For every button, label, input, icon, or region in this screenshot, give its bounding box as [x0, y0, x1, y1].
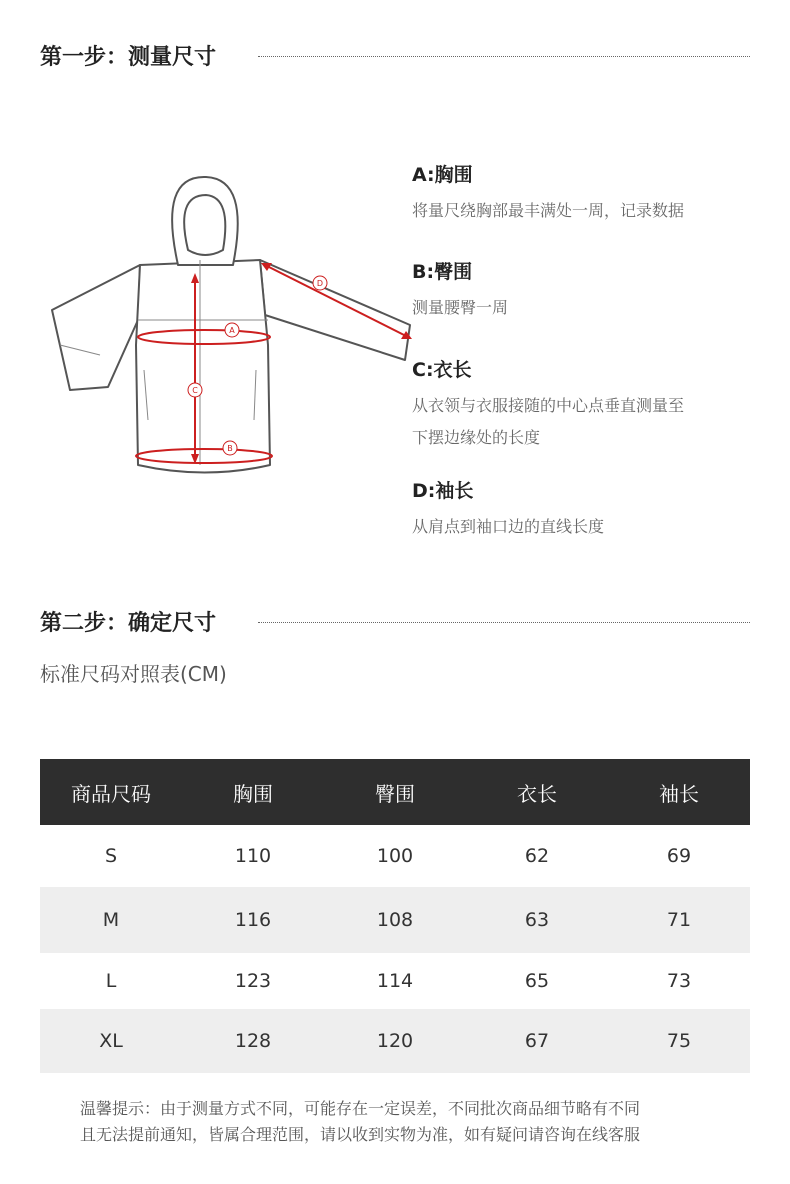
- measure-length-desc-line1: 从衣领与衣服接随的中心点垂直测量至: [412, 396, 685, 415]
- measure-hip-desc: 测量腰臀一周: [412, 298, 509, 317]
- cell-size: XL: [40, 1009, 182, 1073]
- cell-chest: 110: [182, 825, 324, 887]
- measure-length-label: C:衣长: [412, 359, 472, 381]
- measure-chest: [412, 160, 772, 227]
- cell-chest: 123: [182, 953, 324, 1009]
- cell-length: 65: [466, 953, 608, 1009]
- measure-sleeve-desc: 从肩点到袖口边的直线长度: [412, 517, 605, 536]
- table-row: [40, 953, 750, 1009]
- measure-sleeve: [412, 476, 772, 543]
- measure-chest-label: A:胸围: [412, 164, 473, 186]
- marker-b: B: [227, 444, 233, 453]
- header-chest: 胸围: [182, 759, 324, 825]
- header-hip: 臀围: [324, 759, 466, 825]
- marker-c: C: [192, 386, 198, 395]
- measure-sleeve-label: D:袖长: [412, 480, 474, 502]
- marker-d: D: [316, 279, 324, 288]
- measure-length-desc-line2: 下摆边缘处的长度: [412, 428, 541, 447]
- size-note: [80, 1096, 760, 1148]
- cell-size: L: [40, 953, 182, 1009]
- measure-chest-desc: 将量尺绕胸部最丰满处一周，记录数据: [412, 201, 685, 220]
- header-sleeve: 袖长: [608, 759, 750, 825]
- header-size: 商品尺码: [40, 759, 182, 825]
- table-row: [40, 887, 750, 953]
- cell-sleeve: 69: [608, 825, 750, 887]
- jacket-diagram: [40, 165, 420, 485]
- step1-title: 第一步：测量尺寸: [40, 45, 217, 70]
- cell-size: S: [40, 825, 182, 887]
- cell-chest: 128: [182, 1009, 324, 1073]
- table-row: [40, 825, 750, 887]
- cell-length: 62: [466, 825, 608, 887]
- cell-chest: 116: [182, 887, 324, 953]
- cell-length: 63: [466, 887, 608, 953]
- size-note-line2: 且无法提前通知，皆属合理范围，请以收到实物为准，如有疑问请咨询在线客服: [80, 1125, 641, 1144]
- step2-divider: [258, 622, 750, 623]
- table-row: [40, 1009, 750, 1073]
- cell-sleeve: 75: [608, 1009, 750, 1073]
- size-chart-subtitle: 标准尺码对照表(CM): [40, 662, 227, 686]
- measure-hip-label: B:臀围: [412, 261, 473, 283]
- size-note-line1: 温馨提示：由于测量方式不同，可能存在一定误差，不同批次商品细节略有不同: [80, 1099, 641, 1118]
- cell-sleeve: 71: [608, 887, 750, 953]
- cell-length: 67: [466, 1009, 608, 1073]
- cell-sleeve: 73: [608, 953, 750, 1009]
- cell-hip: 114: [324, 953, 466, 1009]
- measure-length: [412, 355, 772, 454]
- cell-size: M: [40, 887, 182, 953]
- header-length: 衣长: [466, 759, 608, 825]
- size-table: [40, 759, 750, 1073]
- step2-title: 第二步：确定尺寸: [40, 611, 217, 636]
- table-header-row: [40, 759, 750, 825]
- measure-hip: [412, 257, 772, 324]
- cell-hip: 100: [324, 825, 466, 887]
- cell-hip: 108: [324, 887, 466, 953]
- marker-a: A: [229, 326, 235, 335]
- cell-hip: 120: [324, 1009, 466, 1073]
- step1-divider: [258, 56, 750, 57]
